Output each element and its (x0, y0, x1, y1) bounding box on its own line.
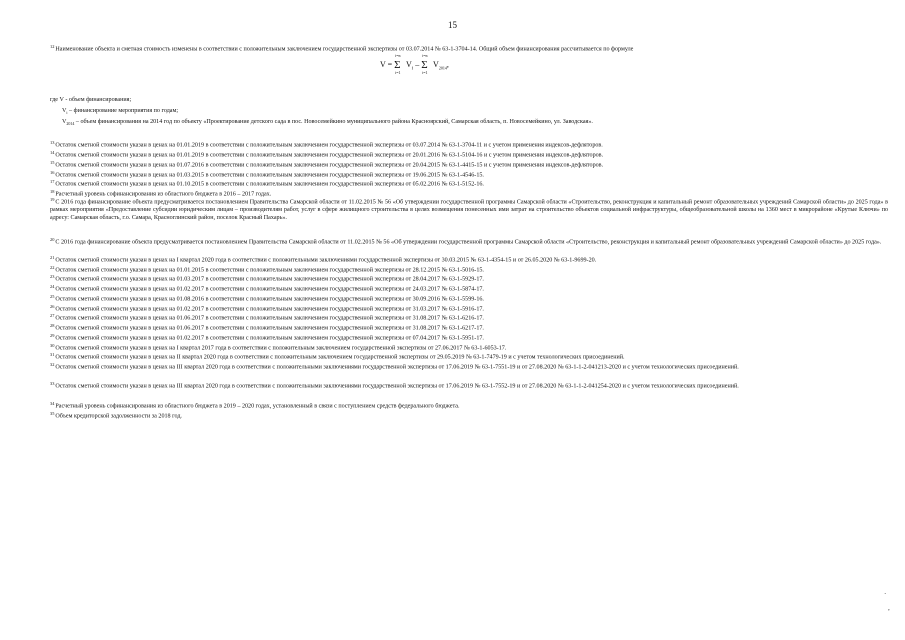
footnote-21: $^{21}$Остаток сметной стоимости указан в ценах на I квартал 2020 года в соответствии с положительными заключениями государственной экспертизы от 30.03.2015 № 63-1-4354-15 и от 26.05.2020 № 63-1-9699-20. (50, 255, 597, 264)
footnote-27: $^{27}$Остаток сметной стоимости указан в ценах на 01.06.2017 в соответствии с положительным заключением государственной экспертизы от 31.08.2017 № 63-1-6216-17. (50, 313, 484, 322)
footnote-23: $^{23}$Остаток сметной стоимости указан в ценах на 01.03.2017 в соответствии с положительным заключением государственной экспертизы от 28.04.2017 № 63-1-5929-17. (50, 274, 484, 283)
scan-mark: · (884, 590, 887, 598)
footnote-22: $^{22}$Остаток сметной стоимости указан в ценах на 01.01.2015 в соответствии с положительным заключением государственной экспертизы от 28.12.2015 № 63-1-5016-15. (50, 265, 484, 274)
sum-symbol: Σ (394, 59, 401, 71)
footnote-24: $^{24}$Остаток сметной стоимости указан в ценах на 01.02.2017 в соответствии с положительным заключением государственной экспертизы от 24.03.2017 № 63-1-5874-17. (50, 284, 484, 293)
where-line-1: где V - объем финансирования; (50, 97, 132, 103)
financing-formula: V = i=n Σ i=1 $V_i$ – i=n Σ i=1 $V_{2014}$, (380, 53, 449, 75)
footnote-12 (50, 43, 633, 54)
footnote-14: $^{14}$Остаток сметной стоимости указан в ценах на 01.01.2019 в соответствии с положительным заключением государственной экспертизы от 20.01.2016 № 63-1-5104-16 и с учетом применения индексов-дефляторов. (50, 150, 604, 159)
footnote-26: $^{26}$Остаток сметной стоимости указан в ценах на 01.02.2017 в соответствии с положительным заключением государственной экспертизы от 31.03.2017 № 63-1-5916-17. (50, 304, 484, 313)
footnote-17: $^{17}$Остаток сметной стоимости указан в ценах на 01.10.2015 в соответствии с положительным заключением государственной экспертизы от 05.02.2016 № 63-1-5152-16. (50, 179, 484, 188)
page-number: 15 (448, 20, 457, 30)
footnote-33: $^{33}$Остаток сметной стоимости указан в ценах на III квартал 2020 года в соответствии с положительными заключениями государственной экспертизы от 17.06.2019 № 63-1-7552-19 и от 27.08.2020 № 63-1-1-2-041254-2020 и с учетом технологических присоединений. (50, 381, 739, 390)
footnote-text: Наименование объекта и сметная стоимость изменены в соответствии с положительным заключением государственной экспертизы от 03.07.2014 № 63-1-3704-14. Общий объем финансирования рассчитывается по формуле (55, 46, 634, 53)
scan-mark: , (888, 604, 890, 612)
where-line-2: $V_i$ – финансирование мероприятия по годам; (62, 108, 179, 116)
footnote-32: $^{32}$Остаток сметной стоимости указан в ценах на III квартал 2020 года в соответствии с положительными заключениями государственной экспертизы от 17.06.2019 № 63-1-7551-19 и от 27.08.2020 № 63-1-1-2-041213-2020 и с учетом технологических присоединений. (50, 362, 739, 371)
footnote-20: $^{20}$С 2016 года финансирование объекта предусматривается постановлением Правительства Самарской области от 11.02.2015 № 56 «Об утверждении государственной программы Самарской области «Строительство, реконструкция и капитальный ремонт образовательных учреждений Самарской области» до 2025 года». (50, 237, 882, 246)
footnote-29: $^{29}$Остаток сметной стоимости указан в ценах на 01.02.2017 в соответствии с положительным заключением государственной экспертизы от 07.04.2017 № 63-1-5951-17. (50, 333, 484, 342)
footnote-34: $^{34}$Расчетный уровень софинансирования из областного бюджета в 2019 – 2020 годах, установленный в связи с поступлением средств федерального бюджета. (50, 401, 460, 410)
footnote-19: $^{19}$С 2016 года финансирование объекта предусматривается постановлением Правительства Самарской области от 11.02.2015 № 56 «Об утверждении государственной программы Самарской области «Строительство, реконструкция и капитальный ремонт образовательных учреждений Самарской области» до 2025 года» в рамках мероприятия «Предоставление субсидии юридическим лицам – производителям работ, услуг в сфере жилищного строительства в целях возмещения понесенных ими затрат на строительство объектов социальной инфраструктуры, общеобразовательной школы на 1360 мест в микрорайоне «Крутые Ключи» по адресу: Самарская область, г.о. Самара, Красноглинский район, поселок Красный Пахарь». (50, 197, 888, 221)
footnote-18: $^{18}$Расчетный уровень софинансирования из областного бюджета в 2016 – 2017 годах. (50, 189, 272, 198)
footnote-15: $^{15}$Остаток сметной стоимости указан в ценах на 01.07.2016 в соответствии с положительным заключением государственной экспертизы от 20.04.2015 № 63-1-4415-15 и с учетом применения индексов-дефляторов. (50, 160, 604, 169)
footnote-30: $^{30}$Остаток сметной стоимости указан в ценах на I квартал 2017 года в соответствии с положительным заключением государственной экспертизы от 27.06.2017 № 63-1-6053-17. (50, 343, 507, 352)
sum-symbol: Σ (421, 59, 428, 71)
footnote-28: $^{28}$Остаток сметной стоимости указан в ценах на 01.06.2017 в соответствии с положительным заключением государственной экспертизы от 31.08.2017 № 63-1-6217-17. (50, 323, 484, 332)
footnote-35: $^{35}$Объем кредиторской задолженности за 2018 год. (50, 411, 182, 420)
footnote-13: $^{13}$Остаток сметной стоимости указан в ценах на 01.01.2019 в соответствии с положительным заключением государственной экспертизы от 03.07.2014 № 63-1-3704-11 и с учетом применения индексов-дефляторов. (50, 140, 603, 149)
where-line-3: $V_{2014}$ – объем финансирования на 2014 год по объекту «Проектирование детского сада в пос. Новосемейкино муниципального района Красноярский, Самарская область, п. Новосемейкино, ул. Заводская». (62, 119, 593, 127)
footnote-31: $^{31}$Остаток сметной стоимости указан в ценах на II квартал 2020 года в соответствии с положительным заключением государственной экспертизы от 29.05.2019 № 63-1-7479-19 и с учетом технологических присоединений. (50, 352, 625, 361)
footnote-number: 12 (50, 44, 55, 49)
footnote-25: $^{25}$Остаток сметной стоимости указан в ценах на 01.08.2016 в соответствии с положительным заключением государственной экспертизы от 30.09.2016 № 63-1-5599-16. (50, 294, 484, 303)
footnote-16: $^{16}$Остаток сметной стоимости указан в ценах на 01.03.2015 в соответствии с положительным заключением государственной экспертизы от 19.06.2015 № 63-1-4546-15. (50, 170, 484, 179)
